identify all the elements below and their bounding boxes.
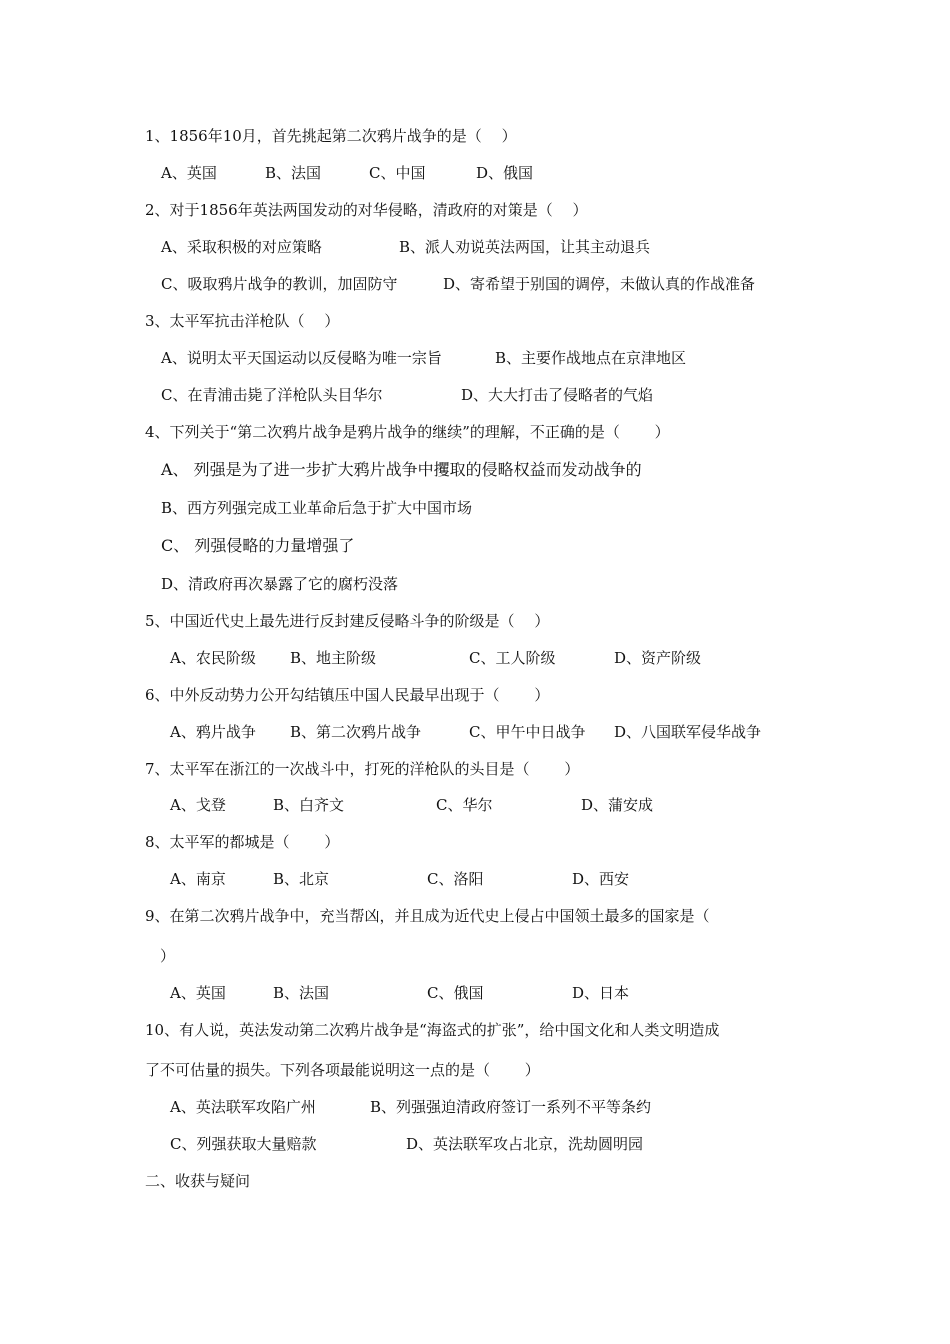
- q9-option-a: A、英国: [170, 984, 226, 1002]
- q7-option-b: B、白齐文: [273, 796, 345, 814]
- q5-option-c: C、工人阶级: [469, 649, 556, 667]
- q8-option-d: D、西安: [572, 870, 630, 888]
- q10-option-d: D、英法联军攻占北京，洗劫圆明园: [406, 1135, 644, 1153]
- question-4: 4、下列关于“第二次鸦片战争是鸦片战争的继续”的理解，不正确的是（ ）: [145, 423, 670, 441]
- q7-option-c: C、华尔: [436, 796, 493, 814]
- q5-option-b: B、地主阶级: [290, 649, 377, 667]
- q7-option-a: A、戈登: [170, 796, 226, 814]
- q3-option-a: A、说明太平天国运动以反侵略为唯一宗旨: [161, 349, 442, 367]
- q6-option-a: A、鸦片战争: [170, 723, 256, 741]
- question-9: 9、在第二次鸦片战争中，充当帮凶，并且成为近代史上侵占中国领土最多的国家是（: [145, 907, 710, 925]
- q5-option-a: A、农民阶级: [170, 649, 256, 667]
- q3-option-d: D、大大打击了侵略者的气焰: [461, 386, 654, 404]
- section-heading: 二、收获与疑问: [145, 1172, 251, 1190]
- q6-option-c: C、甲午中日战争: [469, 723, 586, 741]
- q10-option-b: B、列强强迫清政府签订一系列不平等条约: [370, 1098, 652, 1116]
- question-10: 10、有人说，英法发动第二次鸦片战争是“海盗式的扩张”，给中国文化和人类文明造成: [145, 1021, 720, 1039]
- q3-option-c: C、在青浦击毙了洋枪队头目华尔: [161, 386, 383, 404]
- q1-option-c: C、中国: [369, 164, 426, 182]
- q2-option-d: D、寄希望于别国的调停，未做认真的作战准备: [443, 275, 756, 293]
- q10-option-c: C、列强获取大量赔款: [170, 1135, 317, 1153]
- q8-option-a: A、南京: [170, 870, 226, 888]
- question-1: 1、1856年10月，首先挑起第二次鸦片战争的是（ ）: [145, 127, 517, 145]
- q6-option-d: D、八国联军侵华战争: [614, 723, 762, 741]
- q4-option-a: A、 列强是为了进一步扩大鸦片战争中攫取的侵略权益而发动战争的: [161, 460, 642, 479]
- q6-option-b: B、第二次鸦片战争: [290, 723, 422, 741]
- q1-option-b: B、法国: [265, 164, 322, 182]
- q2-option-a: A、采取积极的对应策略: [161, 238, 322, 256]
- q10-option-a: A、英法联军攻陷广州: [170, 1098, 316, 1116]
- q2-option-b: B、派人劝说英法两国，让其主动退兵: [399, 238, 651, 256]
- q4-option-c: C、 列强侵略的力量增强了: [161, 536, 355, 555]
- q9-option-b: B、法国: [273, 984, 330, 1002]
- q2-option-c: C、吸取鸦片战争的教训，加固防守: [161, 275, 398, 293]
- q9-option-d: D、日本: [572, 984, 630, 1002]
- question-7: 7、太平军在浙江的一次战斗中，打死的洋枪队的头目是（ ）: [145, 760, 580, 778]
- question-9-continued: ）: [145, 947, 176, 965]
- question-6: 6、中外反动势力公开勾结镇压中国人民最早出现于（ ）: [145, 686, 550, 704]
- q7-option-d: D、蒲安成: [581, 796, 654, 814]
- q5-option-d: D、资产阶级: [614, 649, 702, 667]
- q8-option-c: C、洛阳: [427, 870, 484, 888]
- q3-option-b: B、主要作战地点在京津地区: [495, 349, 687, 367]
- question-3: 3、太平军抗击洋枪队（ ）: [145, 312, 340, 330]
- question-10-continued: 了不可估量的损失。下列各项最能说明这一点的是（ ）: [145, 1061, 540, 1079]
- question-8: 8、太平军的都城是（ ）: [145, 833, 340, 851]
- question-5: 5、中国近代史上最先进行反封建反侵略斗争的阶级是（ ）: [145, 612, 550, 630]
- q8-option-b: B、北京: [273, 870, 330, 888]
- q1-option-a: A、英国: [161, 164, 217, 182]
- q9-option-c: C、俄国: [427, 984, 484, 1002]
- q4-option-d: D、清政府再次暴露了它的腐朽没落: [161, 575, 399, 593]
- q1-option-d: D、俄国: [476, 164, 534, 182]
- question-2: 2、对于1856年英法两国发动的对华侵略，清政府的对策是（ ）: [145, 201, 588, 219]
- q4-option-b: B、西方列强完成工业革命后急于扩大中国市场: [161, 499, 473, 517]
